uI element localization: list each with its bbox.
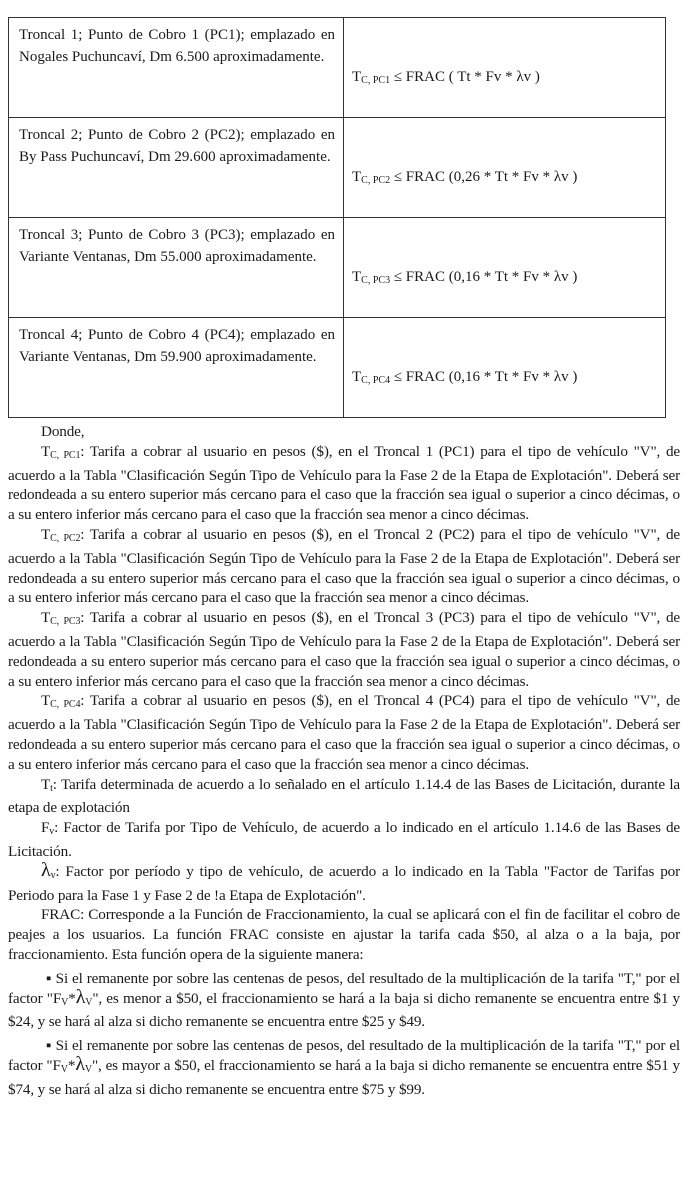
bullet-icon: ▪ [46,1037,52,1055]
toll-point-description: Troncal 1; Punto de Cobro 1 (PC1); emplazado en Nogales Puchuncaví, Dm 6.500 aproximadamente. [9,18,344,118]
tariff-formula: $T_{C, PC2}$ ≤ FRAC (0,26 * Tt * Fv * λv ) [344,118,666,218]
intro: Donde, [41,423,85,440]
bullet-item: ▪ Si el remanente por sobre las centenas de pesos, del resultado de la multiplicación de la tarifa "T," por el factor "$F_V*\lambda_V$", es menor a $50, el fraccionamiento se hará a la baja si dicho remanente se encuentra entre $1 y $24, y se hará al alza si dicho remanente se encuentra entre $25 y $49. [8,969,680,1031]
table-row [9,218,666,318]
document-body [8,422,680,1100]
bullet-icon: ▪ [46,969,52,987]
toll-points-table [8,17,666,418]
tariff-formula: $T_{C, PC3}$ ≤ FRAC (0,16 * Tt * Fv * λv ) [344,218,666,318]
toll-point-description: Troncal 4; Punto de Cobro 4 (PC4); emplazado en Variante Ventanas, Dm 59.900 aproximadamente. [9,318,344,418]
def-tt: $T_t$: Tarifa determinada de acuerdo a lo señalado en el artículo 1.14.4 de las Bases de Licitación, durante la etapa de explotación [8,775,680,817]
def-frac: FRAC: Corresponde a la Función de Fraccionamiento, la cual se aplicará con el fin de facilitar el cobro de peajes a los usuarios. La función FRAC consiste en ajustar la tarifa cada $50, al alza o a la baja, por fraccionamiento. Esta función opera de la siguiente manera: [8,906,680,963]
def-fv: $F_v$: Factor de Tarifa por Tipo de Vehículo, de acuerdo a lo indicado en el artículo 1.14.6 de las Bases de Licitación. [8,819,680,860]
table-row [9,18,666,118]
definition-tc: $T_{C, PC4}$: Tarifa a cobrar al usuario en pesos ($), en el Troncal 4 (PC4) para el tipo de vehículo "V", de acuerdo a la Tabla "Clasificación Según Tipo de Vehículo para la Fase 2 de la Etapa de Explotación". Deberá ser redondeada a su entero superior más cercano para el caso que la fracción sea igual o superior a cinco décimas, o a su entero inferior más cercano para el caso que la fracción sea menor a cinco décimas. [8,692,680,773]
def-lambda: $\lambda_v$: Factor por período y tipo de vehículo, de acuerdo a lo indicado en la Tabla "Factor de Tarifas por Periodo para la Fase 1 y Fase 2 de !a Etapa de Explotación". [8,858,680,904]
table-row [9,118,666,218]
table-row [9,318,666,418]
toll-point-description: Troncal 2; Punto de Cobro 2 (PC2); emplazado en By Pass Puchuncaví, Dm 29.600 aproximadamente. [9,118,344,218]
bullet-item: ▪ Si el remanente por sobre las centenas de pesos, del resultado de la multiplicación de la tarifa "T," por el factor "$F_V*\lambda_V$", es mayor a $50, el fraccionamiento se hará a la baja si dicho remanente se encuentra entre $51 y $74, y se hará al alza si dicho remanente se encuentra entre $75 y $99. [8,1037,680,1098]
toll-point-description: Troncal 3; Punto de Cobro 3 (PC3); emplazado en Variante Ventanas, Dm 55.000 aproximadamente. [9,218,344,318]
definition-tc: $T_{C, PC3}$: Tarifa a cobrar al usuario en pesos ($), en el Troncal 3 (PC3) para el tipo de vehículo "V", de acuerdo a la Tabla "Clasificación Según Tipo de Vehículo para la Fase 2 de la Etapa de Explotación". Deberá ser redondeada a su entero superior más cercano para el caso que la fracción sea igual o superior a cinco décimas, o a su entero inferior más cercano para el caso que la fracción sea menor a cinco décimas. [8,609,680,690]
definition-tc: $T_{C, PC1}$: Tarifa a cobrar al usuario en pesos ($), en el Troncal 1 (PC1) para el tipo de vehículo "V", de acuerdo a la Tabla "Clasificación Según Tipo de Vehículo para la Fase 2 de la Etapa de Explotación". Deberá ser redondeada a su entero superior más cercano para el caso que la fracción sea igual o superior a cinco décimas, o a su entero inferior más cercano para el caso que la fracción sea menor a cinco décimas. [8,442,680,524]
definition-tc: $T_{C, PC2}$: Tarifa a cobrar al usuario en pesos ($), en el Troncal 2 (PC2) para el tipo de vehículo "V", de acuerdo a la Tabla "Clasificación Según Tipo de Vehículo para la Fase 2 de la Etapa de Explotación". Deberá ser redondeada a su entero superior más cercano para el caso que la fracción sea igual o superior a cinco décimas, o a su entero inferior más cercano para el caso que la fracción sea menor a cinco décimas. [8,525,680,607]
tariff-formula: $T_{C, PC4}$ ≤ FRAC (0,16 * Tt * Fv * λv ) [344,318,666,418]
tariff-formula: $T_{C, PC1}$ ≤ FRAC ( Tt * Fv * λv ) [344,18,666,118]
